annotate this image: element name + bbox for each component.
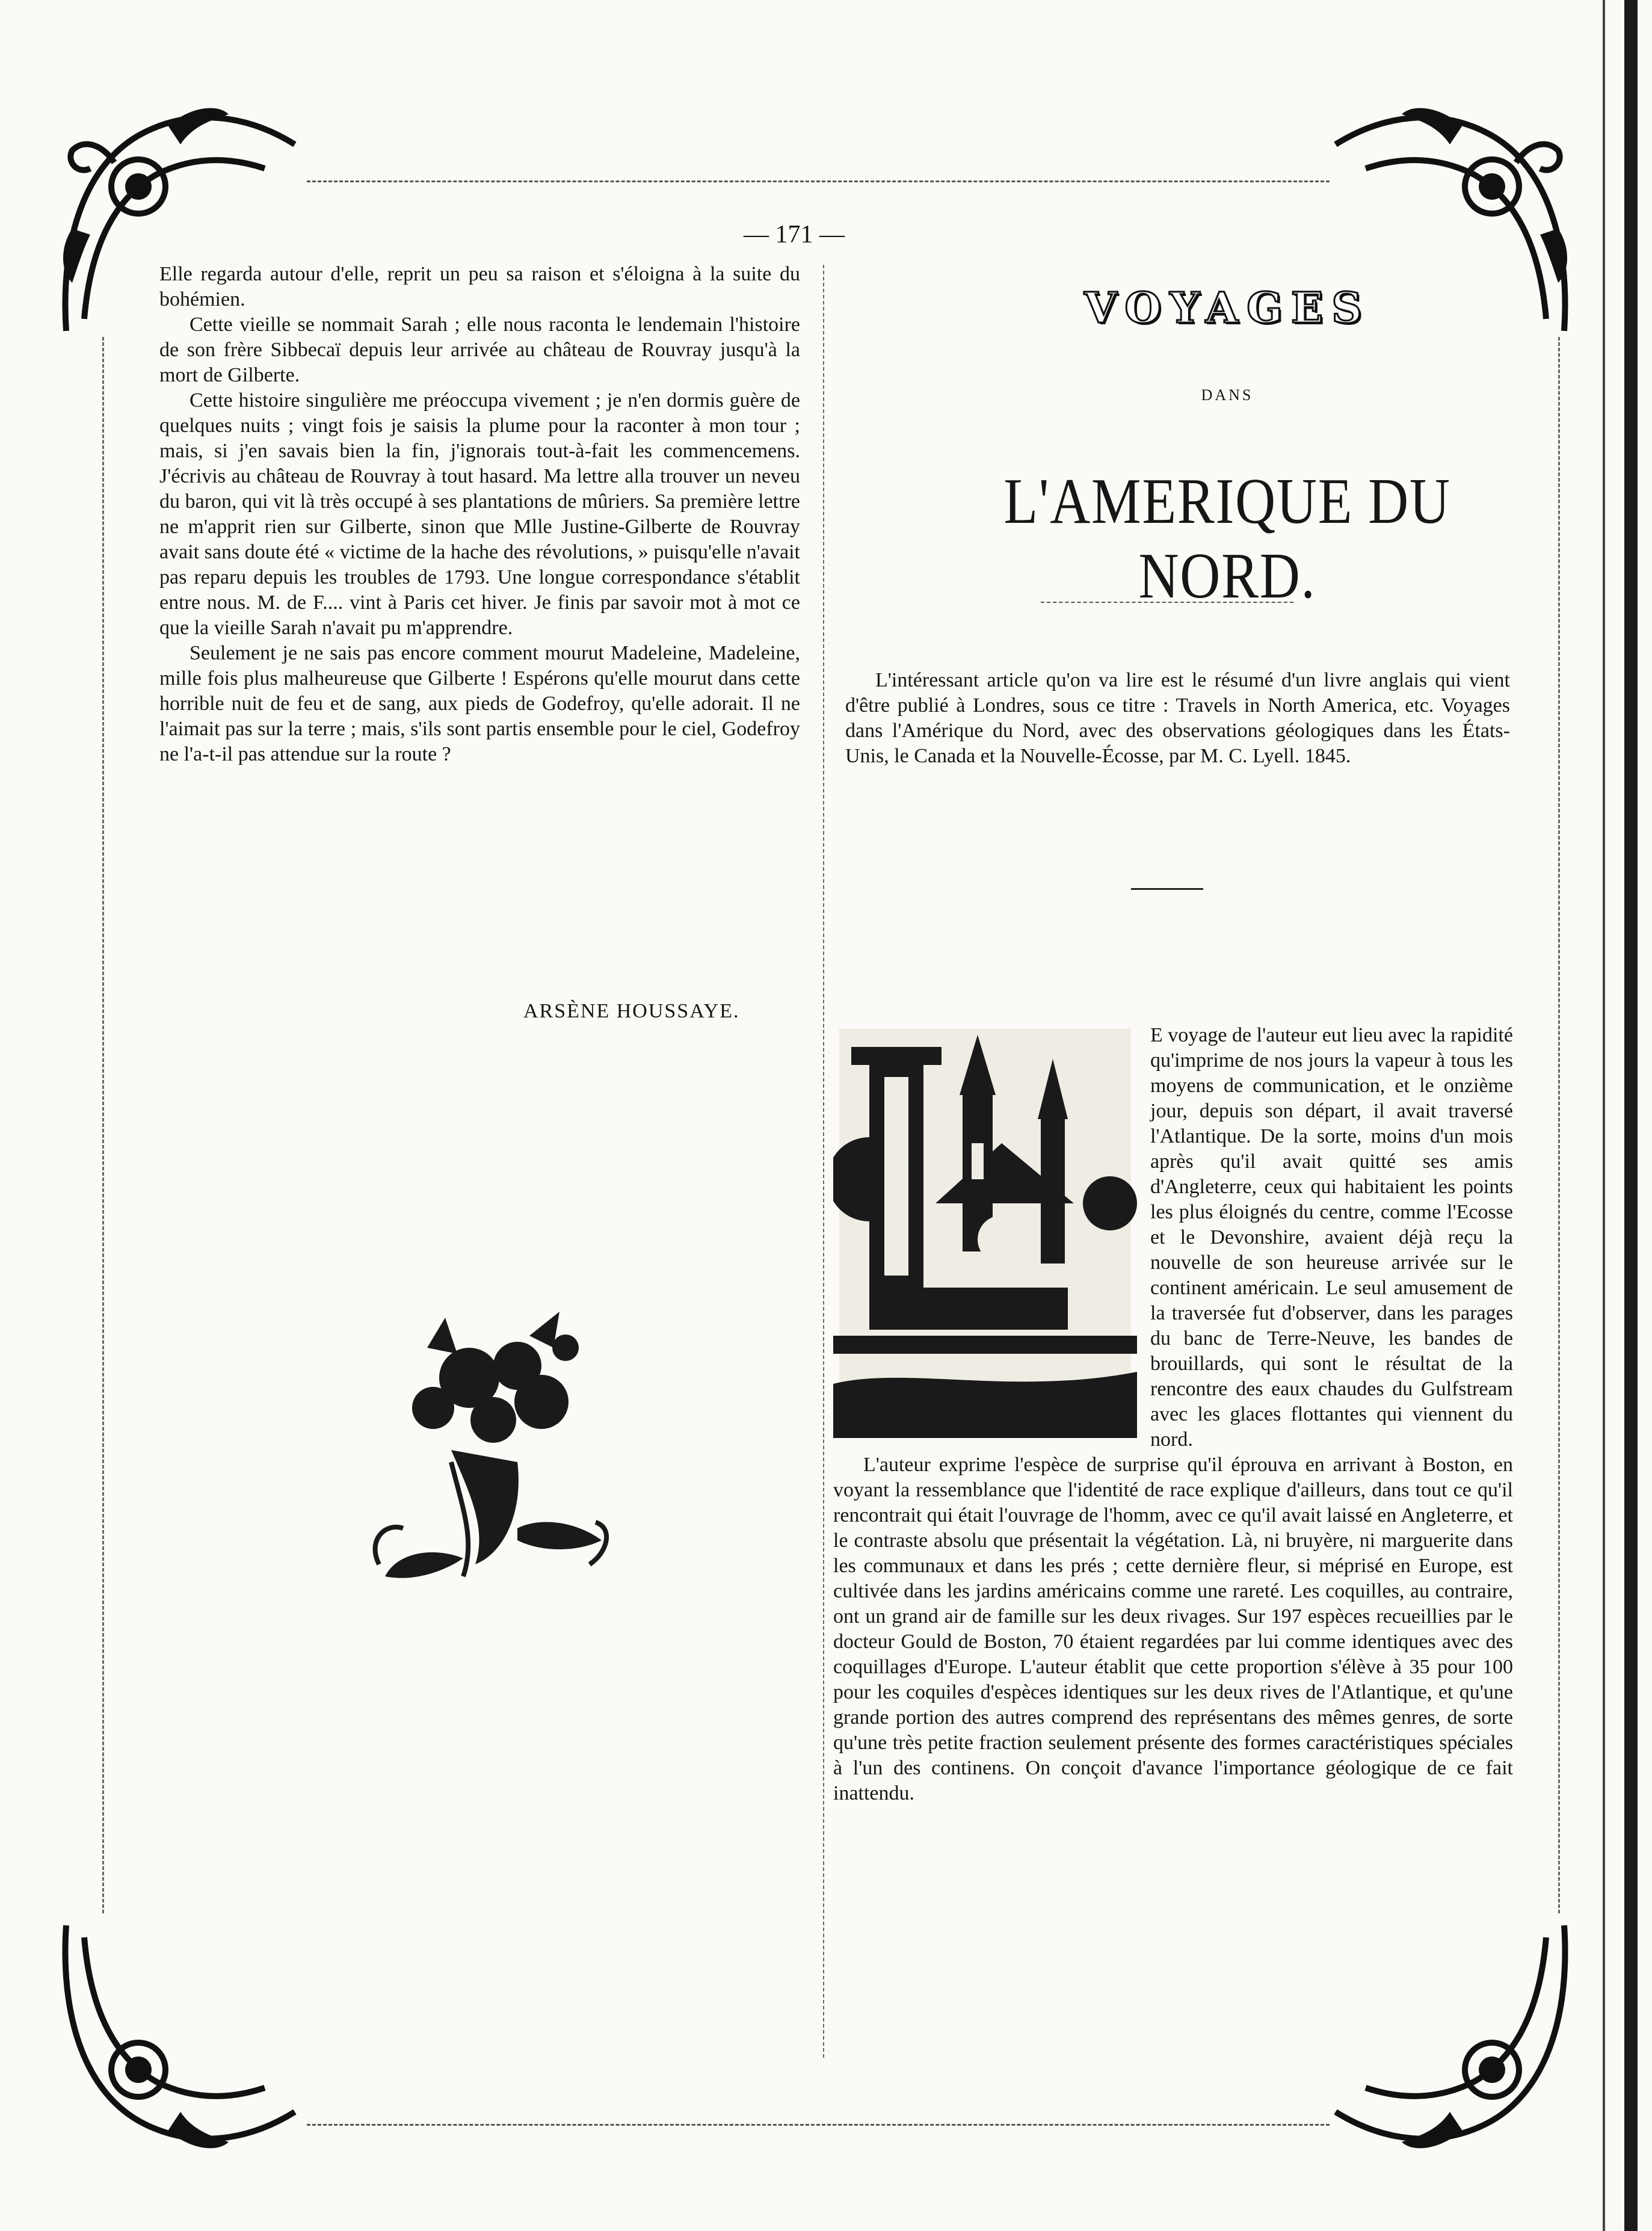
frame-right-rule (1558, 337, 1560, 1913)
left-paragraph: Elle regarda autour d'elle, reprit un peu sa raison et s'éloigna à la suite du bohémien. (159, 263, 800, 310)
heading-dans: DANS (1201, 386, 1254, 404)
binding-edge-thin (1603, 0, 1605, 2231)
frame-left-rule (102, 337, 104, 1913)
cornucopia-vignette-icon (361, 1312, 626, 1600)
column-divider (823, 265, 824, 2058)
article-paragraph: E voyage de l'auteur eut lieu avec la rapidité qu'imprime de nos jours la vapeur à tous les moyens de communication, et le onzième jour, depuis son départ, il avait traversé l'Atlantique. De la sorte, moins d'un mois après qu'il avait quitté ses amis d'Angleterre, ceux qui habitaient les points les plus éloignés du centre, comme l'Ecosse et le Devonshire, avaient déjà reçu la nouvelle de son heureuse arrivée sur le continent américain. Le seul amusement de la traversée fut d'observer, dans les parages du banc de Terre-Neuve, les bandes de brouillards, qui sont le résultat de la rencontre des eaux chaudes du Gulfstream avec les glaces flottantes qui viennent du nord. (1150, 1024, 1513, 1451)
heading-voyages: VOYAGES (1084, 283, 1370, 333)
heading-main-title: L'AMERIQUE DU NORD. (1003, 466, 1451, 612)
author-signature: ARSÈNE HOUSSAYE. (523, 1000, 740, 1022)
intro-text (845, 668, 1510, 769)
corner-ornament-bottom-right-icon (1324, 1913, 1582, 2166)
binding-edge (1624, 0, 1638, 2231)
intro-paragraph: L'intéressant article qu'on va lire est le résumé d'un livre anglais qui vient d'être publié à Londres, sous ce titre : Travels in North America, etc. Voyages dans l'Amérique du Nord, avec des observations géologiques dans les États-Unis, le Canada et la Nouvelle-Écosse, par M. C. Lyell. 1845. (845, 669, 1510, 767)
left-paragraph: Cette vieille se nommait Sarah ; elle nous raconta le lendemain l'histoire de son frère Sibbecaï depuis leur arrivée au château de Rouvray jusqu'à la mort de Gilberte. (159, 313, 800, 386)
article-paragraph: L'auteur exprime l'espèce de surprise qu'il éprouva en arrivant à Boston, en voyant la ressemblance que l'identité de race explique d'ailleurs, dans tout ce qu'il rencontrait qui était l'ouvrage de l'homm, avec ce qu'il avait laissé en Angleterre, et le contraste absolu que présentait la végétation. Là, ni bruyère, ni marguerite dans les communaux et dans les prés ; cette dernière fleur, si méprisé en Europe, est cultivée dans les jardins américains comme une rareté. Les coquilles, au contraire, ont un grand air de famille sur les deux rivages. Sur 197 espèces recueillies par le docteur Gould de Boston, 70 étaient regardées par lui comme identiques avec des coquillages d'Europe. L'auteur établit que cette proportion s'élève à 35 pour 100 pour les coquiles d'espèces identiques sur les deux rives de l'Atlantique, et qu'une grande portion des autres comprend des représentans des mêmes genres, de sorte qu'une très petite fraction seulement présente des formes caractéristiques spéciales à l'un des continens. On conçoit d'avance l'importance géologique de ce fait inattendu. (833, 1454, 1513, 1804)
article-text (833, 1023, 1513, 1806)
page-number: — 171 — (744, 221, 845, 248)
title-separator-rule (1041, 602, 1293, 603)
left-paragraph: Cette histoire singulière me préoccupa vivement ; je n'en dormis guère de quelques nuits ; vingt fois je saisis la plume pour la raconter à mon tour ; mais, si j'en savais bien la fin, j'ignorais tout-à-fait les commencemens. J'écrivis au château de Rouvray à tout hasard. Ma lettre alla trouver un neveu du baron, qui vit là très occupé à ses plantations de mûriers. Sa première lettre ne m'apprit rien sur Gilberte, sinon que Mlle Justine-Gilberte de Rouvray avait sans doute été « victime de la hache des révolutions, » puisqu'elle n'avait pas reparu depuis les troubles de 1793. Une longue correspondance s'établit entre nous. M. de F.... vint à Paris cet hiver. Je finis par savoir mot à mot ce que la vieille Sarah n'avait pu m'apprendre. (159, 389, 800, 639)
frame-bottom-rule (307, 2124, 1330, 2126)
gothic-church-drop-cap-L-icon (833, 1023, 1137, 1438)
corner-ornament-bottom-left-icon (48, 1913, 307, 2166)
frame-top-rule (307, 181, 1330, 182)
left-column-text (159, 262, 800, 767)
left-paragraph: Seulement je ne sais pas encore comment mourut Madeleine, Madeleine, mille fois plus malheureuse que Gilberte ! Espérons qu'elle mourut dans cette horrible nuit de feu et de sang, aux pieds de Godefroy, qu'elle adorait. Il ne l'aimait pas sur la terre ; mais, s'ils sont partis ensemble pour le ciel, Godefroy ne l'a-t-il pas attendue sur la route ? (159, 642, 800, 765)
intro-separator-rule (1131, 888, 1203, 890)
